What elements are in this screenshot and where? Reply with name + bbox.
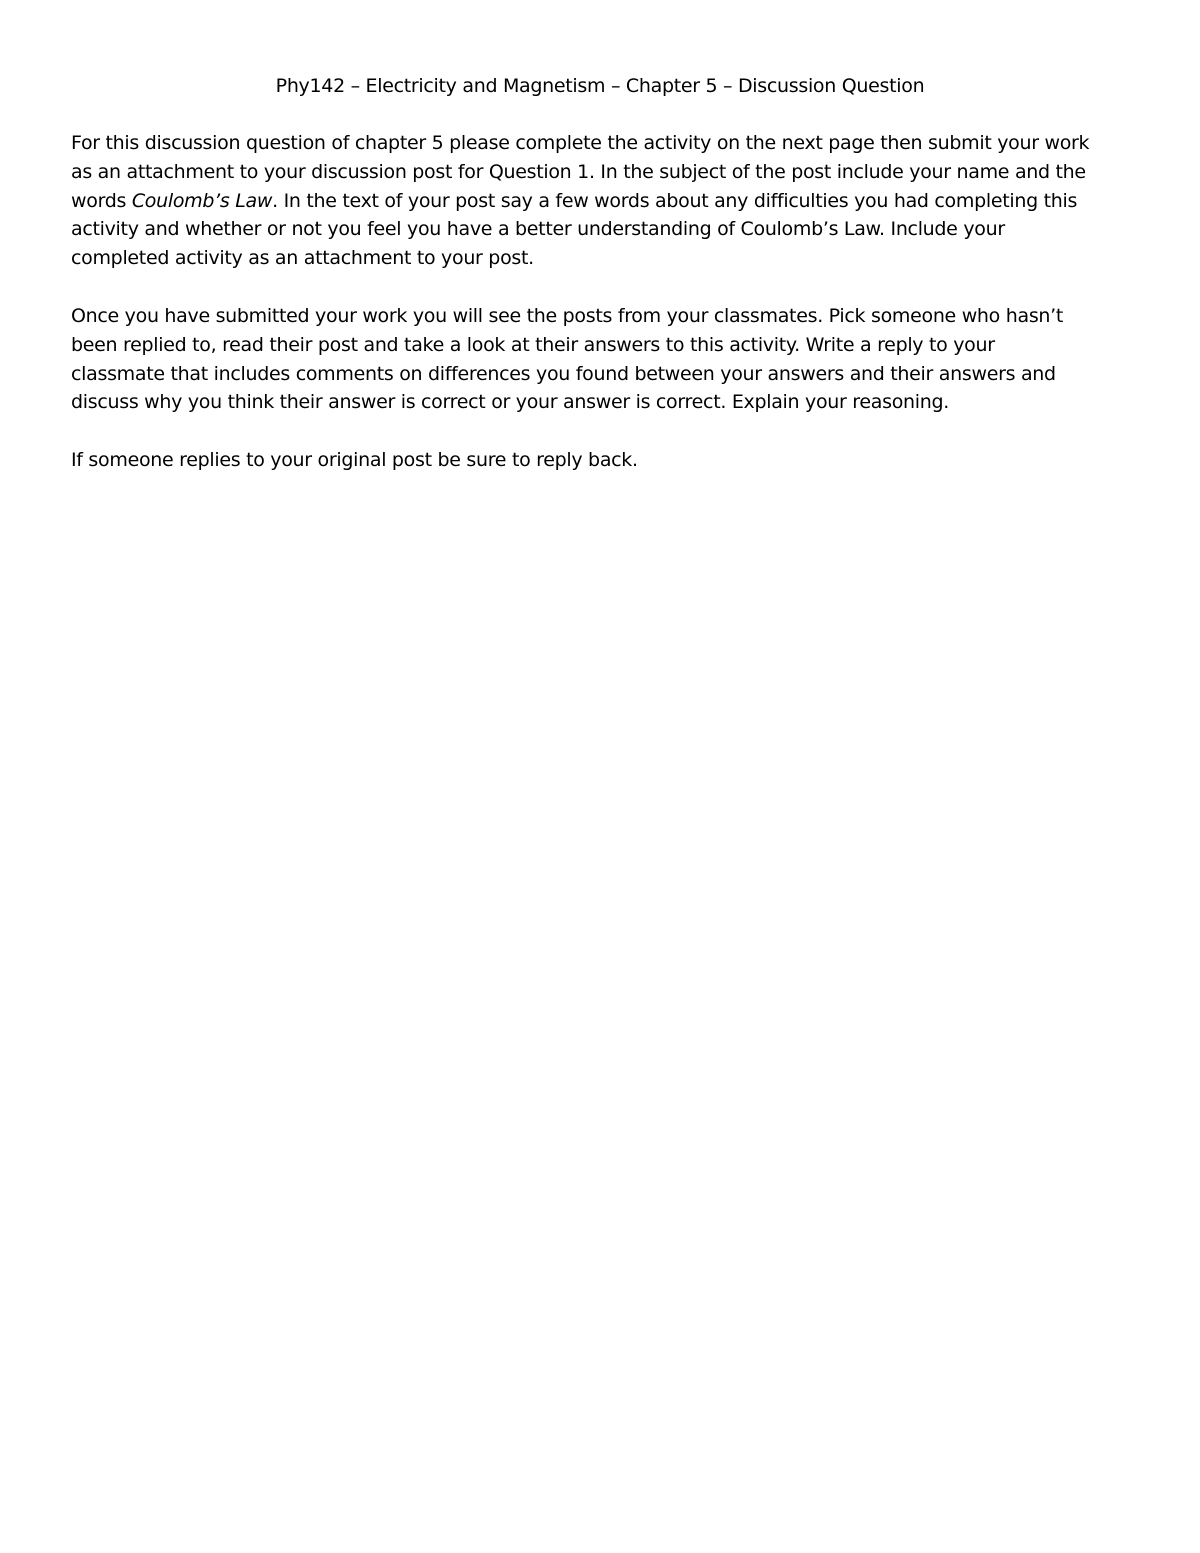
instructions-paragraph [71,129,1127,273]
paragraph-line: been replied to, read their post and take a look at their answers to this activity. Write a reply to your [71,333,995,356]
paragraph-line: For this discussion question of chapter 5 please complete the activity on the next page then submit your work [71,132,1090,154]
text-segment: . In the text of your post say a few words about any difficulties you had completing this [272,189,1078,212]
paragraph-line: activity and whether or not you feel you have a better understanding of Coulomb’s Law. Include your [71,218,1005,241]
paragraph-line: as an attachment to your discussion post for Question 1. In the subject of the post include your name and the [71,160,1086,183]
paragraph-line: Once you have submitted your work you will see the posts from your classmates. Pick someone who hasn’t [71,305,1064,327]
paragraph-line: completed activity as an attachment to your post. [71,247,534,270]
paragraph-line: classmate that includes comments on differences you found between your answers and their answers and [71,362,1056,385]
text-segment: words [71,189,132,212]
reply-instructions-paragraph [71,302,1127,417]
document-title: Phy142 – Electricity and Magnetism – Chapter 5 – Discussion Question [275,75,925,97]
paragraph-line: discuss why you think their answer is correct or your answer is correct. Explain your reasoning. [71,391,949,414]
followup-paragraph [71,446,1127,475]
paragraph-line: If someone replies to your original post be sure to reply back. [71,449,638,471]
italic-term: Coulomb’s Law [131,189,273,212]
paragraph-line [71,187,1127,216]
